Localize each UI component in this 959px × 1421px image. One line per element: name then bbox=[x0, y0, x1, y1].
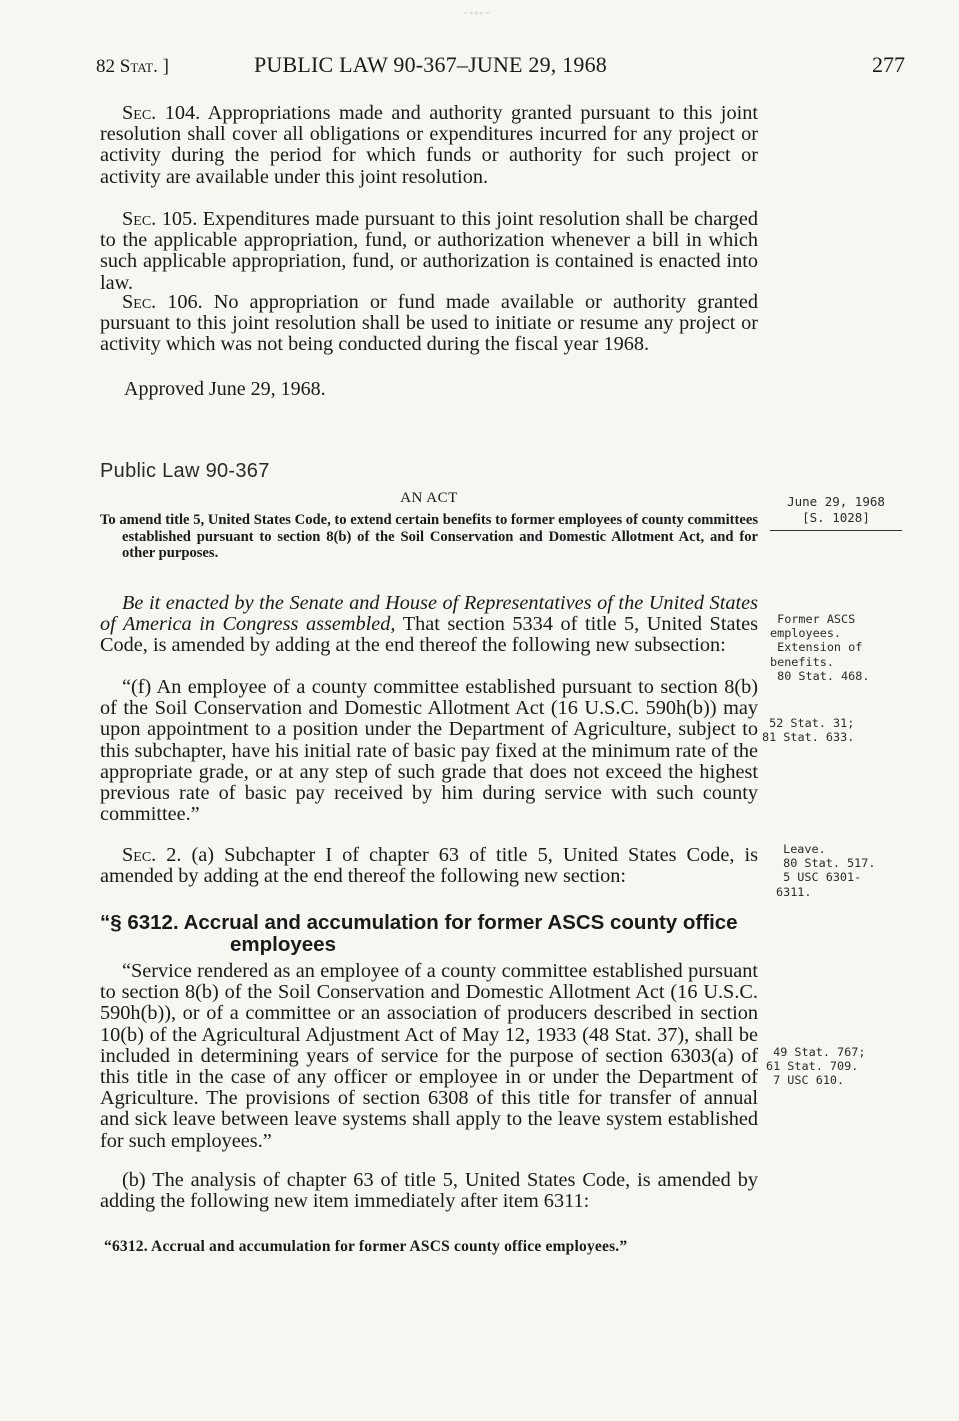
section-text: No appropriation or fund made available or authority granted pursuant to this joint resolution shall be used to initiate or resume any project or activity which was not being conducted during the fiscal year 1968. bbox=[100, 291, 758, 356]
statute-volume-label: 82 Stat. ] bbox=[96, 56, 169, 77]
section-6312-heading: “§ 6312. Accrual and accumulation for former ASCS county office employees bbox=[100, 911, 738, 956]
section-2 bbox=[100, 845, 758, 887]
approval-date: Approved June 29, 1968. bbox=[124, 378, 326, 400]
paragraph-text: That section 5334 of title 5, United States Code, is amended by adding at the end thereof the following new subsection: bbox=[100, 613, 758, 657]
section-text: (a) Subchapter I of chapter 63 of title 5, United States Code, is amended by adding at the end thereof the following new section: bbox=[100, 844, 758, 888]
running-title: PUBLIC LAW 90-367–JUNE 29, 1968 bbox=[254, 52, 607, 77]
enacting-paragraph bbox=[100, 593, 758, 657]
new-analysis-item: “6312. Accrual and accumulation for former ASCS county office employees.” bbox=[104, 1238, 628, 1255]
section-104 bbox=[100, 103, 758, 188]
enactment-date: June 29, 1968 bbox=[787, 494, 885, 509]
section-label: Sec. 106. bbox=[122, 291, 203, 313]
section-label: Sec. 105. bbox=[122, 208, 198, 230]
subsection-f bbox=[100, 677, 758, 825]
margin-note-leave: Leave. 80 Stat. 517. 5 USC 6301- 6311. bbox=[776, 842, 876, 899]
bill-number: [S. 1028] bbox=[802, 510, 870, 525]
section-text: Expenditures made pursuant to this joint resolution shall be charged to the applicable appropriation, fund, or authorization whenever a bill in which such applicable appropriation, fund, or authorization is contained is enacted into law. bbox=[100, 208, 758, 294]
act-title: To amend title 5, United States Code, to extend certain benefits to former employees of county committees established pursuant to section 8(b) of the Soil Conservation and Domestic Allotment Act, and for other purposes. bbox=[100, 512, 758, 561]
page-number: 277 bbox=[872, 52, 905, 77]
section-6312-body bbox=[100, 961, 758, 1152]
margin-note-former-ascs: Former ASCS employees. Extension of benefits. 80 Stat. 468. bbox=[770, 612, 870, 683]
bleed-through-mark: ⁃•••⁃ bbox=[462, 7, 491, 22]
paragraph-text: “Service rendered as an employee of a county committee established pursuant to section 8(b) of the Soil Conservation and Domestic Allotment Act (16 U.S.C. 590h(b)), or of a committee or an association of producers described in section 10(b) of the Agricultural Adjustment Act of May 12, 1933 (48 Stat. 37), shall be included in determining years of service for the purpose of section 6303(a) of this title in the case of any officer or employee in or under the Department of Agriculture. The provisions of section 6308 of this title for transfer of annual and sick leave between leave systems shall apply to the leave system established for such employees.” bbox=[100, 960, 758, 1152]
act-label: AN ACT bbox=[400, 490, 458, 506]
subsection-b bbox=[100, 1170, 758, 1212]
paragraph-text: (b) The analysis of chapter 63 of title 5, United States Code, is amended by adding the following new item immediately after item 6311: bbox=[100, 1169, 758, 1213]
section-label: Sec. 2. bbox=[122, 844, 182, 866]
section-text: Appropriations made and authority granted pursuant to this joint resolution shall cover all obligations or expenditures incurred for any project or activity during the period for which funds or authority for such project or activity are available under this joint resolution. bbox=[100, 102, 758, 188]
public-law-heading: Public Law 90-367 bbox=[100, 460, 270, 482]
margin-date bbox=[770, 494, 902, 531]
margin-note-stat-767: 49 Stat. 767; 61 Stat. 709. 7 USC 610. bbox=[766, 1045, 866, 1088]
enacting-clause: Be it enacted by the Senate and House of Representatives of the United States of America in Congress assembled, bbox=[100, 592, 758, 636]
section-105 bbox=[100, 209, 758, 294]
margin-note-stat-31: 52 Stat. 31; 81 Stat. 633. bbox=[762, 716, 855, 745]
page-header bbox=[0, 52, 959, 82]
paragraph-text: “(f) An employee of a county committee established pursuant to section 8(b) of the Soil Conservation and Domestic Allotment Act (16 U.S.C. 590h(b)) may upon appointment to a position under the Department of Agriculture, subject to this subchapter, have his initial rate of basic pay fixed at the minimum rate of the appropriate grade, or at any step of such grade that does not exceed the highest previous rate of basic pay received by him during service with such county committee.” bbox=[100, 676, 758, 826]
section-label: Sec. 104. bbox=[122, 102, 201, 124]
section-106 bbox=[100, 292, 758, 356]
